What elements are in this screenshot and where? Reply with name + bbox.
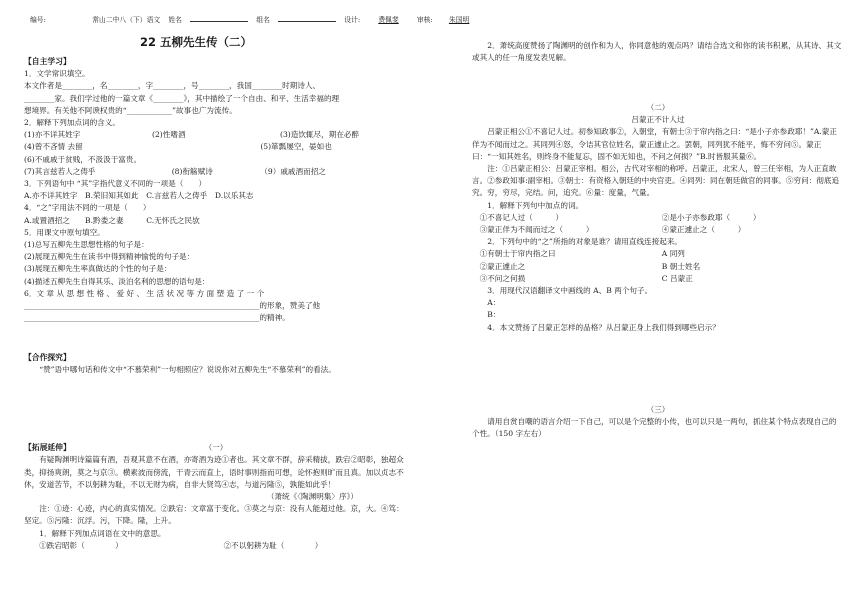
part-2-q3-a[interactable]: A：: [487, 298, 501, 308]
reviewer-label: 审核:: [416, 16, 433, 24]
name-label: 姓名: [168, 16, 182, 24]
group-label: 组名: [256, 16, 270, 24]
part-1-label: （一）: [204, 443, 228, 453]
q5-label: 5．用课文中原句填空。: [24, 227, 105, 237]
group-blank[interactable]: [278, 12, 336, 22]
part-1-q2: 2．萧统高度赞扬了陶渊明的创作和为人，你同意他的观点吗？请结合选文和你的读书积累，从其诗、其文或其人的任一角度发表见解。: [472, 41, 842, 63]
header: [30, 12, 483, 24]
part-2-q1: 1．解释下列句中加点的词。: [487, 200, 584, 210]
part-2-q4: 4．本文赞扬了吕蒙正怎样的品格？从吕蒙正身上我们得到哪些启示？: [487, 322, 720, 332]
self-study-heading: 【自主学习】: [24, 57, 71, 66]
part-2-label: （二）: [646, 103, 670, 112]
part-2-title: 吕蒙正不计人过: [631, 115, 685, 125]
q2-label: 2．解释下列加点词的含义。: [24, 118, 120, 128]
q6-line-1: 6．文 章 从 思 想 性 格 、 爱 好 、 生 活 状 况 等 方 面 塑 造 了 一 个: [24, 288, 265, 298]
match-row-3[interactable]: ③不问之何损 C 吕蒙正: [479, 273, 693, 283]
q6-line-3[interactable]: ______________________________________________________________的精神。: [24, 313, 290, 323]
q1-line-2[interactable]: ________家。我们学过他的一篇文章《________》，其中描绘了一个自由、和平、生活幸福的理: [24, 93, 340, 103]
part-1-q1: 1．解释下列加点词语在文中的意思。: [39, 528, 166, 538]
q5-4: (4)描述五柳先生自得其乐、淡泊名利的思想的语句是：: [24, 276, 210, 286]
q1-label: 1．文学常识填空。: [24, 69, 90, 79]
cooperate-heading: 【合作探究】: [24, 353, 71, 362]
q1-line-3[interactable]: 想境界。有关他不阿谀权贵的“____________”故事也广为流传。: [24, 105, 237, 115]
q1-line-1[interactable]: 本文作者是________，名________，字________，号________，我国________时期诗人、: [24, 81, 321, 91]
number-label: 编号:: [30, 16, 46, 24]
designer-label: 设计:: [344, 16, 361, 24]
q2-row-3: (6)不戚戚于贫贱，不汲汲于富贵。: [24, 154, 142, 164]
q3-options: A.亦不详其姓字 B.荣旧知其如此 C.言兹若人之俦乎 D.以乐其志: [24, 191, 254, 201]
part-2-text: 吕蒙正相公①不喜记人过。初参知政事②，入朝堂，有朝士③于帘内指之曰：“是小子亦参政耶！”A.蒙正佯为不闻而过之。其同列④怒，令诘其官位姓名，蒙正遽止之。罢朝，同列犹不能平，悔不穷问⑤。蒙正曰：“一知其姓名，则终身不能复忘，固不如无知也，不问之何损？”B.时皆服其量⑥。: [472, 127, 837, 161]
page-title: 22 五柳先生传（二）: [140, 35, 253, 49]
school-label: 常山二中八（下）语文: [92, 16, 161, 24]
designer-name: 费佩斐: [378, 16, 399, 24]
part-2-q1-row-1: ①不喜记人过（ ） ②是小子亦参政耶（ ）: [479, 212, 761, 222]
part-2-notes: 注：①吕蒙正相公：吕蒙正宰相。相公，古代对宰相的称呼。吕蒙正，北宋人，曾三任宰相，为人正直敢言。②参政知事:副宰相。③朝士：有资格入朝廷的中央官吏。④同列：同在朝廷做官的同事。⑤穷问：彻底追究。穷，穷尽，完结。问，追究。⑥量：度量，气量。: [472, 164, 840, 198]
q6-line-2[interactable]: ______________________________________________________________的形象，赞美了他: [24, 301, 321, 311]
q2-row-1: (1)亦不详其姓字 (2)性嗜酒 (3)造饮辄尽，期在必醉: [24, 130, 360, 140]
q3-label: 3．下列语句中 “其”字指代意义不同的一项是（ ）: [24, 179, 207, 189]
cooperate-question: “赞”语中哪句话和传文中“不慕荣利”一句相照应？说说你对五柳先生“不慕荣利”的看法。: [39, 365, 336, 375]
q2-row-4: (7)其言兹若人之俦乎 (8)衔觞赋诗 （9）戚戚酒而招之: [24, 166, 326, 176]
part-1-source: （萧统《〈陶渊明集〉序》）: [266, 492, 358, 502]
part-2-q2: 2．下列句中的“之”所指的对象是谁？请用直线连接起来。: [487, 237, 683, 247]
part-3-label: （三）: [646, 405, 670, 414]
q2-row-2: (4)曾不吝情 去留 (5)箪瓢屡空，晏如也: [24, 142, 332, 152]
part-1-text: 有疑陶渊明诗篇篇有酒，吾观其意不在酒，亦寄酒为迹①者也。其文章不群，辞采精拔，跌宕②昭彰，独超众类，抑扬爽朗，莫之与京③。横素波而傍流，干青云而直上，语时事则指而可想，论怀抱则旷而且真。加以贞志不休，安道苦节，不以躬耕为耻，不以无财为病，自非大贤笃④志，与道污隆⑤，孰能如此乎！: [24, 455, 404, 489]
part-1-notes: 注：①迹：心迹，内心的真实情况。②跌宕：文章富于变化。③莫之与京：没有人能超过他。京，大。④笃：坚定。⑤污隆：沉浮。污，下降。隆，上升。: [24, 504, 404, 526]
reviewer-name: 朱国明: [448, 16, 470, 24]
name-blank[interactable]: [190, 12, 248, 22]
part-1-q1-items: ①跌宕昭彰（ ） ②不以躬耕为耻（ ）: [39, 540, 323, 550]
match-row-2[interactable]: ②蒙正遽止之 B 朝士姓名: [479, 261, 701, 271]
q5-2: (2)展现五柳先生在读书中得到精神愉悦的句子是：: [24, 252, 195, 262]
match-row-1[interactable]: ①有朝士于帘内指之曰 A 同列: [479, 249, 685, 259]
part-2-q1-row-2: ③蒙正佯为不闻而过之（ ） ④蒙正遽止之（ ）: [479, 225, 746, 235]
q5-3: (3)展现五柳先生率真做达的个性的句子是：: [24, 264, 172, 274]
q4-label: 4．“之”字用法不同的一项是（ ）: [24, 203, 151, 213]
part-2-q3-b[interactable]: B：: [487, 310, 501, 320]
part-2-q3: 3．用现代汉语翻译文中画线的 A、B 两个句子。: [487, 286, 653, 296]
q5-1: (1)总写五柳先生思想性格的句子是：: [24, 240, 149, 250]
extend-heading: 【拓展延伸】: [24, 443, 71, 452]
part-3-prompt: 请用自赏自嘲的语言介绍一下自己，可以是个完整的小传，也可以只是一两句，抓住某个特点表现自己的个性。（150 字左右）: [472, 417, 837, 439]
q4-options: A.或置酒招之 B.黔娄之妻 C.无怀氏之民欤: [24, 215, 200, 225]
